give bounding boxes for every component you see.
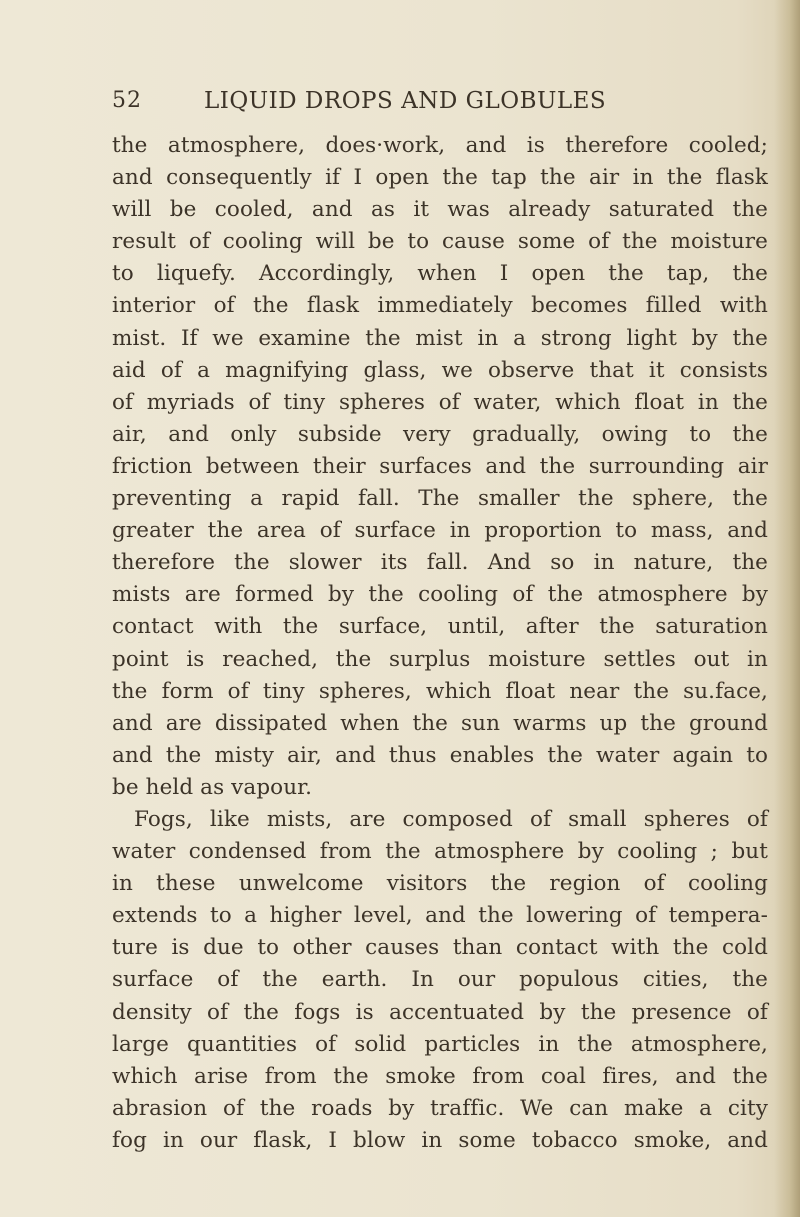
text-line: abrasion of the roads by traffic. We can make a city (112, 1095, 768, 1121)
text-line: preventing a rapid fall. The smaller the sphere, the (112, 486, 768, 512)
text-line: and are dissipated when the sun warms up the ground (112, 710, 768, 736)
text-line: the atmosphere, does·work, and is therefore cooled; (112, 133, 768, 158)
running-title: LIQUID DROPS AND GLOBULES (204, 88, 607, 114)
text-line: surface of the earth. In our populous cities, the (112, 967, 768, 993)
text-line: aid of a magnifying glass, we observe that it consists (112, 357, 768, 383)
page-number: 52 (112, 88, 142, 113)
text-line: interior of the flask immediately becomes filled with (112, 293, 768, 319)
text-line: water condensed from the atmosphere by cooling ; but (112, 839, 768, 865)
text-line: and the misty air, and thus enables the water again to (112, 742, 768, 768)
running-head (112, 88, 752, 128)
text-line: therefore the slower its fall. And so in nature, the (112, 550, 768, 576)
text-line: mists are formed by the cooling of the atmosphere by (112, 582, 768, 608)
text-line: which arise from the smoke from coal fires, and the (112, 1063, 768, 1089)
text-line: will be cooled, and as it was already saturated the (112, 197, 768, 223)
page-edge-shadow (774, 0, 800, 1217)
text-line: be held as vapour. (112, 774, 313, 800)
text-line: of myriads of tiny spheres of water, which float in the (112, 389, 768, 415)
text-line: and consequently if I open the tap the air in the flask (112, 165, 768, 191)
text-line: fog in our flask, I blow in some tobacco smoke, and (112, 1127, 768, 1153)
text-line: point is reached, the surplus moisture settles out in (112, 646, 768, 672)
text-line: the form of tiny spheres, which float near the su.face, (112, 678, 768, 704)
text-line: friction between their surfaces and the surrounding air (112, 453, 768, 479)
text-line: extends to a higher level, and the lowering of tempera- (112, 903, 768, 929)
text-line: result of cooling will be to cause some of the moisture (112, 229, 768, 255)
text-line: ture is due to other causes than contact with the cold (112, 935, 768, 961)
text-line: density of the fogs is accentuated by the presence of (112, 999, 768, 1025)
body-text (112, 130, 768, 1157)
text-line: contact with the surface, until, after the saturation (112, 614, 768, 640)
text-line: Fogs, like mists, are composed of small spheres of (134, 806, 768, 832)
text-line: air, and only subside very gradually, owing to the (112, 421, 768, 447)
text-line: greater the area of surface in proportion to mass, and (112, 518, 768, 544)
text-line: to liquefy. Accordingly, when I open the tap, the (112, 261, 768, 287)
text-line: large quantities of solid particles in the atmosphere, (112, 1031, 768, 1057)
text-line: in these unwelcome visitors the region of cooling (112, 871, 768, 897)
text-line: mist. If we examine the mist in a strong light by the (112, 325, 768, 351)
